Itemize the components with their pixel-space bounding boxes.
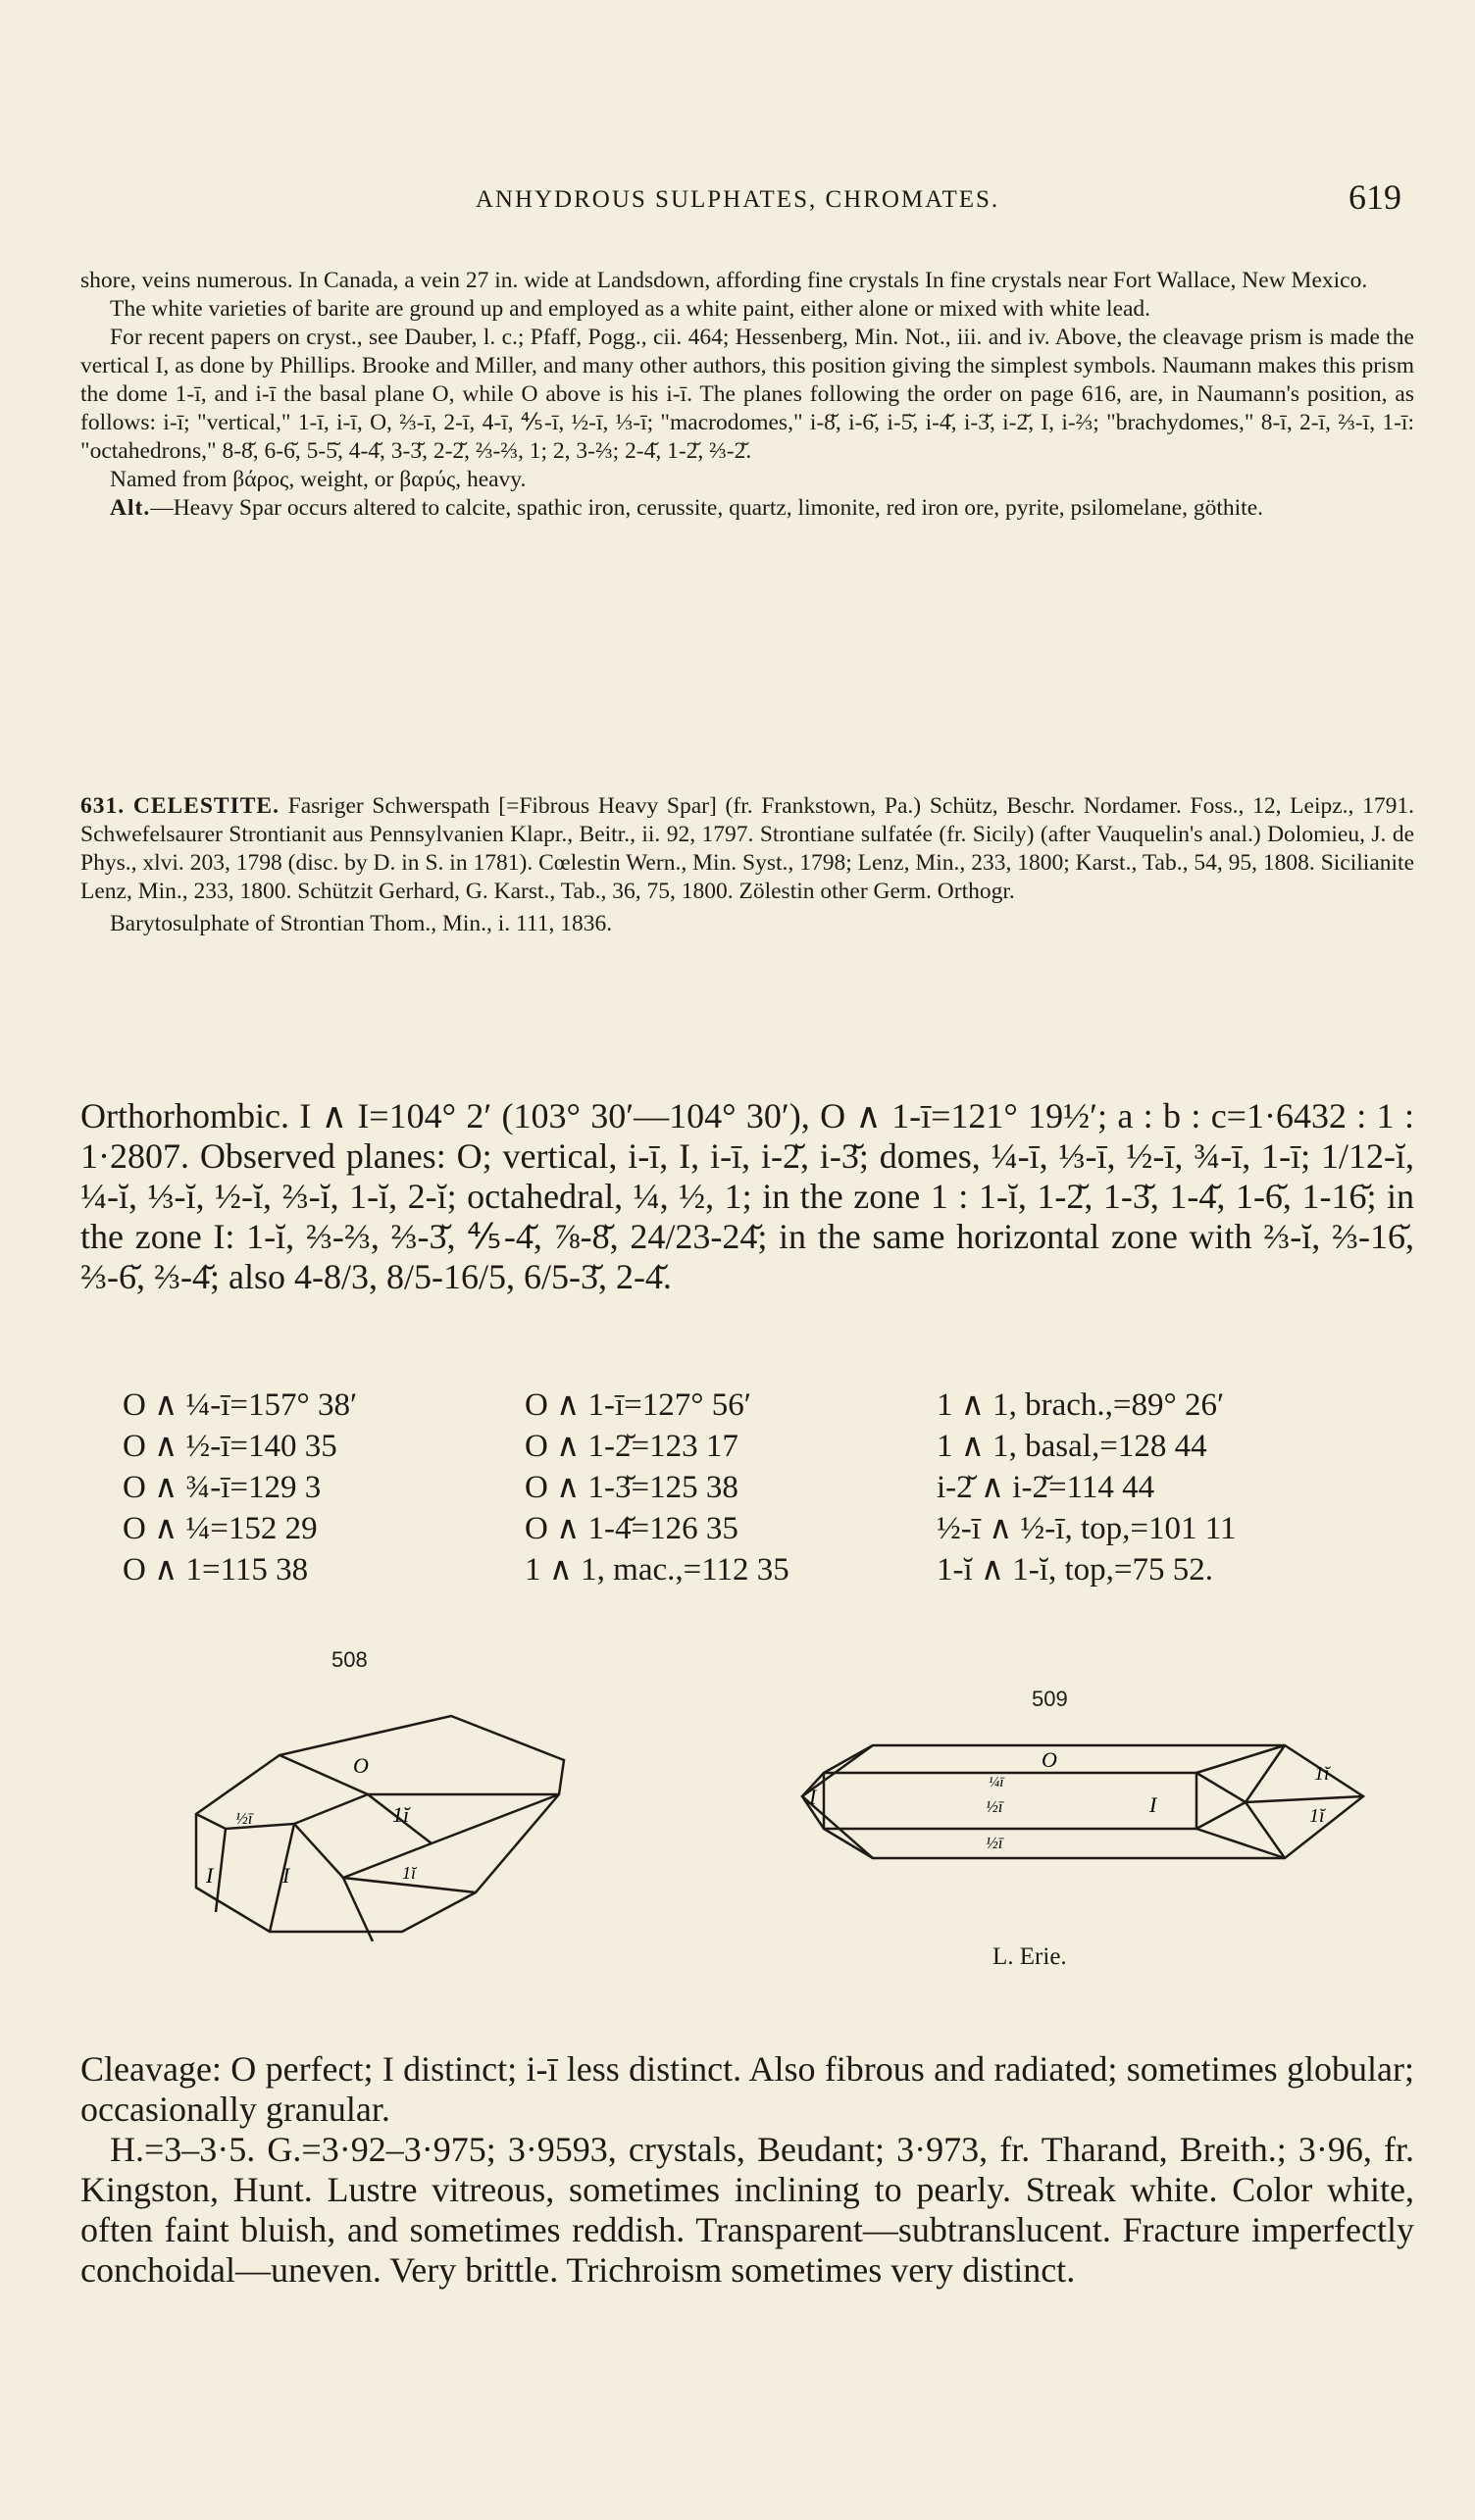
figure-509-crystal-drawing (785, 1736, 1373, 1873)
fig2-label-o: O (1042, 1747, 1057, 1772)
fig1-label-i-center: I (282, 1863, 290, 1888)
fig2-label-half-i: ½ī (986, 1797, 1003, 1816)
alteration-label: Alt. (110, 495, 151, 521)
face-edge (294, 1794, 368, 1824)
fig2-label-half-i-lower: ½ī (986, 1834, 1003, 1852)
face-edge (432, 1794, 559, 1843)
barite-uses-paragraph: The white varieties of barite are ground up and employed as a white paint, either alone or mixed with white lead. (110, 296, 1151, 322)
species-name: CELESTITE. (132, 793, 280, 819)
angles-table (0, 1385, 1475, 1600)
figure-509-caption: L. Erie. (992, 1943, 1067, 1970)
barite-continuation (80, 267, 1414, 523)
angles-column-3 (937, 1385, 1237, 1590)
barite-alteration-paragraph (80, 494, 1414, 523)
barite-etymology-paragraph: Named from βάρος, weight, or βαρύς, heavy. (110, 467, 527, 492)
physical-properties (80, 2049, 1414, 2291)
angle-cell: 1-ĭ ∧ 1-ĭ, top,=75 52. (937, 1552, 1213, 1588)
hardness-paragraph: H.=3–3·5. G.=3·92–3·975; 3·9593, crystals, Beudant; 3·973, fr. Tharand, Breith.; 3·96, fr. Kingston, Hunt. Lustre vitreous, sometimes inclining to pearly. Streak white. Color white, often faint bluish, and sometimes reddish. Transparent—subtranslucent. Fracture imperfectly conchoidal—uneven. Very brittle. Trichroism sometimes very distinct. (80, 2130, 1414, 2290)
fig2-label-1i-upper: 1ĭ (1314, 1763, 1330, 1785)
page-number: 619 (1348, 177, 1401, 217)
upper-face-edge (802, 1773, 1363, 1802)
angle-cell: O ∧ ½-ī=140 35 (123, 1429, 337, 1464)
fig2-label-i-right: I (1149, 1792, 1157, 1817)
figure-509-number: 509 (1032, 1687, 1068, 1711)
fig2-label-quarter-i: ¼ī (989, 1775, 1004, 1790)
face-edge (824, 1829, 873, 1858)
celestite-synonymy (80, 792, 1414, 906)
face-edge (1196, 1745, 1285, 1773)
angles-column-2 (525, 1385, 789, 1590)
figure-508-number: 508 (331, 1647, 368, 1672)
angle-cell: O ∧ 1-ī=127° 56′ (525, 1387, 751, 1423)
barite-references-paragraph: For recent papers on cryst., see Dauber, l. c.; Pfaff, Pogg., cii. 464; Hessenberg, Min. Not., iii. and iv. Above, the cleavage prism is made the vertical I, as done by Phillips. Brooke and Miller, and many other authors, this position giving the simplest symbols. Naumann makes this prism the dome 1-ī, and i-ī the basal plane O, while O above is his i-ī. The planes following the order on page 616, are, in Naumann's position, as follows: i-ī; "vertical," 1-ī, i-ī, O, ⅔-ī, 2-ī, 4-ī, ⅘-ī, ½-ī, ⅓-ī; "macrodomes," i-8̆, i-6̆, i-5̆, i-4̆, i-3̆, i-2̆, I, i-⅔; "brachydomes," 8-ī, 2-ī, ⅔-ī, 1-ī: "octahedrons," 8-8̆, 6-6̆, 5-5̆, 4-4̆, 3-3̆, 2-2̆, ⅔-⅔, 1; 2, 3-⅔; 2-4̆, 1-2̆, ⅔-2̆. (80, 325, 1414, 464)
cleavage-paragraph: Cleavage: O perfect; I distinct; i-ī less distinct. Also fibrous and radiated; sometimes globular; occasionally granular. (80, 2049, 1414, 2129)
running-head: ANHYDROUS SULPHATES, CHROMATES. (475, 186, 1000, 213)
face-edge (1196, 1829, 1285, 1858)
angle-cell: O ∧ 1-4̆=126 35 (525, 1511, 738, 1546)
crystal-description (80, 1096, 1414, 1297)
fig1-label-1i-lower: 1ĭ (402, 1863, 417, 1883)
figure-508-crystal-drawing (177, 1706, 588, 1941)
angle-cell: 1 ∧ 1, basal,=128 44 (937, 1429, 1207, 1464)
face-edge (1246, 1802, 1285, 1858)
fig2-label-i-left: I (809, 1785, 817, 1809)
fig2-label-1i-lower: 1ĭ (1309, 1805, 1325, 1827)
face-edge (824, 1745, 873, 1773)
species-number: 631. (80, 793, 126, 819)
face-edge (216, 1829, 226, 1912)
angle-cell: O ∧ ¾-ī=129 3 (123, 1470, 322, 1505)
angle-cell: 1 ∧ 1, mac.,=112 35 (525, 1552, 789, 1588)
angle-cell: ½-ī ∧ ½-ī, top,=101 11 (937, 1511, 1237, 1546)
top-face-edge (280, 1755, 559, 1794)
angle-cell: O ∧ 1=115 38 (123, 1552, 309, 1588)
fig1-label-half-i: ½ī (235, 1809, 253, 1828)
celestite-section (80, 792, 1414, 938)
angle-cell: O ∧ 1-3̆=125 38 (525, 1470, 738, 1505)
fig1-label-i-left: I (206, 1863, 214, 1888)
angle-cell: i-2̆ ∧ i-2̆=114 44 (937, 1470, 1155, 1505)
angle-cell: O ∧ ¼=152 29 (123, 1511, 318, 1546)
crystal-508-svg (177, 1706, 588, 1941)
angles-column-1 (123, 1385, 357, 1590)
celestite-synonymy-extra: Barytosulphate of Strontian Thom., Min., i. 111, 1836. (110, 911, 613, 936)
lower-face-edge (802, 1796, 1246, 1829)
angle-cell: 1 ∧ 1, brach.,=89° 26′ (937, 1387, 1225, 1423)
fig1-label-o: O (353, 1753, 369, 1778)
fig1-label-1i: 1ĭ (392, 1802, 410, 1827)
synonymy-text: Fasriger Schwerspath [=Fibrous Heavy Spar] (fr. Frankstown, Pa.) Schütz, Beschr. Nordamer. Foss., 12, Leipz., 1791. Schwefelsaurer Strontianit aus Pennsylvanien Klapr., Beitr., ii. 92, 1797. Strontiane sulfatée (fr. Sicily) (after Vauquelin's anal.) Dolomieu, J. de Phys., xlvi. 203, 1798 (disc. by D. in S. in 1781). Cœlestin Wern., Min. Syst., 1798; Lenz, Min., 233, 1800; Karst., Tab., 54, 95, 1808. Sicilianite Lenz, Min., 233, 1800. Schützit Gerhard, G. Karst., Tab., 36, 75, 1800. Zölestin other Germ. Orthogr. (80, 793, 1415, 904)
angle-cell: O ∧ 1-2̆=123 17 (525, 1429, 738, 1464)
crystal-509-svg (785, 1736, 1373, 1873)
angle-cell: O ∧ ¼-ī=157° 38′ (123, 1387, 358, 1423)
alteration-text: —Heavy Spar occurs altered to calcite, spathic iron, cerussite, quartz, limonite, red iron ore, pyrite, psilomelane, göthite. (150, 495, 1264, 521)
crystal-description-text: Orthorhombic. I ∧ I=104° 2′ (103° 30′—104° 30′), O ∧ 1-ī=121° 19½′; a : b : c=1·6432 : 1 : 1·2807. Observed planes: O; vertical, i-ī, I, i-ī, i-2̆, i-3̆; domes, ¼-ī, ⅓-ī, ½-ī, ¾-ī, 1-ī; 1/12-ĭ, ¼-ĭ, ⅓-ĭ, ½-ĭ, ⅔-ĭ, 1-ĭ, 2-ĭ; octahedral, ¼, ½, 1; in the zone 1 : 1-ĭ, 1-2̆, 1-3̆, 1-4̆, 1-6̆, 1-16̆; in the zone I: 1-ĭ, ⅔-⅔, ⅔-3̆, ⅘-4̆, ⅞-8̆, 24/23-24̆; in the same horizontal zone with ⅔-ĭ, ⅔-16̆, ⅔-6̆, ⅔-4̆; also 4-8/3, 8/5-16/5, 6/5-3̆, 2-4̆. (80, 1096, 1414, 1296)
barite-locality-paragraph: shore, veins numerous. In Canada, a vein 27 in. wide at Landsdown, affording fine crystals In fine crystals near Fort Wallace, New Mexico. (80, 268, 1368, 293)
face-edge (1246, 1745, 1285, 1802)
face-edge (343, 1843, 432, 1878)
